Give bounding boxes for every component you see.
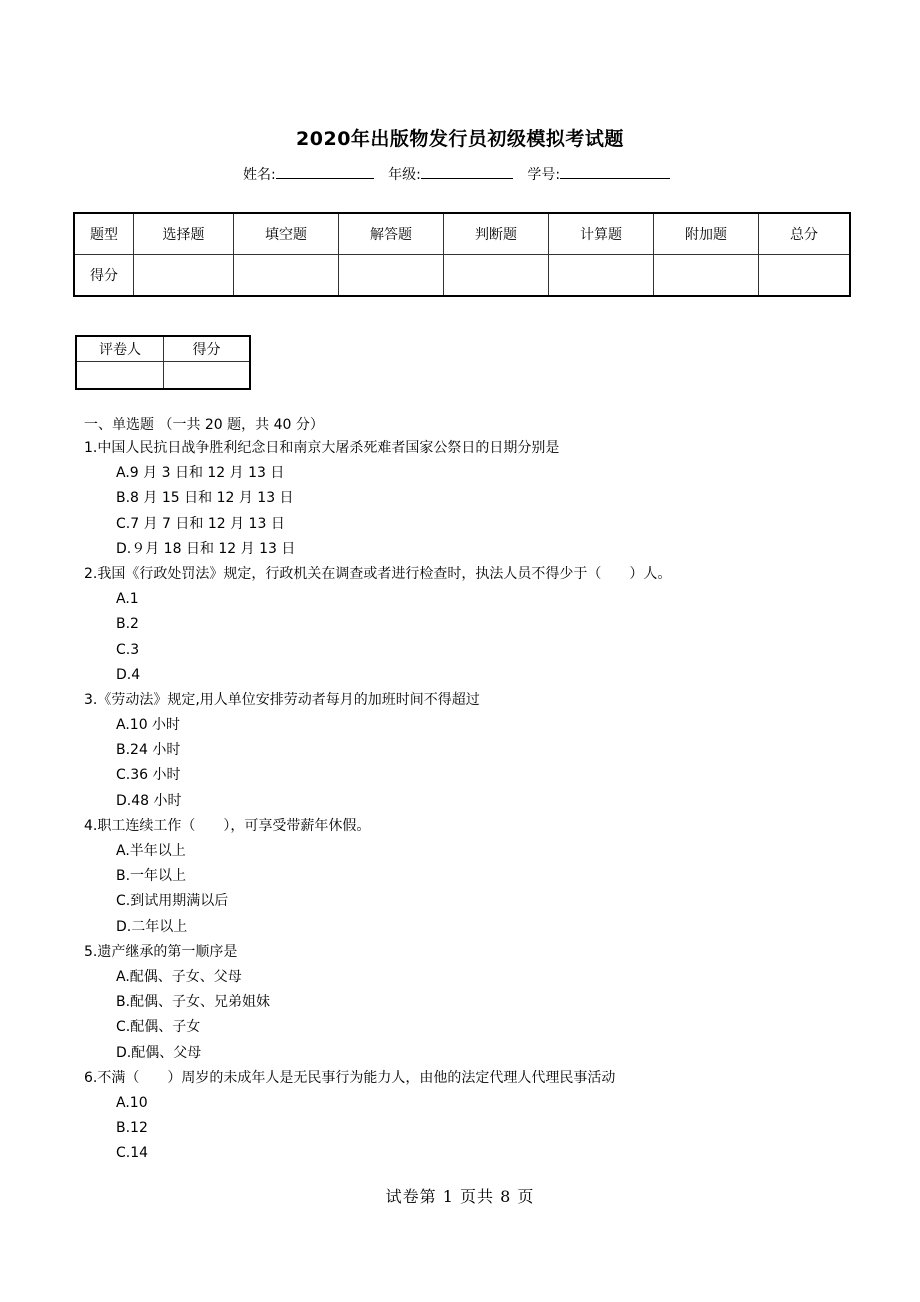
score-cell-choice[interactable] (134, 255, 234, 297)
score-cell-total[interactable] (759, 255, 851, 297)
option-a[interactable]: A.配偶、子女、父母 (116, 968, 242, 985)
score-table-header-row (74, 213, 850, 255)
name-blank[interactable] (276, 164, 374, 179)
question-2 (84, 562, 884, 688)
header-cell-type: 题型 (74, 213, 134, 255)
grader-value[interactable] (76, 362, 164, 390)
student-id-blank[interactable] (560, 164, 670, 179)
header-cell-choice: 选择题 (134, 213, 234, 255)
option-a[interactable]: A.9 月 3 日和 12 月 13 日 (116, 465, 285, 482)
header-cell-total: 总分 (759, 213, 851, 255)
name-label: 姓名: (243, 167, 276, 183)
option-b[interactable]: B.配偶、子女、兄弟姐妹 (116, 994, 271, 1011)
option-a[interactable]: A.10 (116, 1094, 148, 1111)
question-6 (84, 1066, 884, 1167)
header-cell-fill-blank: 填空题 (234, 213, 339, 255)
question-stem: 6.不满（ ）周岁的未成年人是无民事行为能力人，由他的法定代理人代理民事活动 (84, 1069, 616, 1086)
option-d[interactable]: D.48 小时 (116, 792, 182, 809)
option-c[interactable]: C.3 (116, 641, 140, 658)
option-d[interactable]: D.配偶、父母 (116, 1044, 202, 1061)
option-b[interactable]: B.一年以上 (116, 868, 187, 885)
page-footer: 试卷第 1 页共 8 页 (385, 1187, 535, 1206)
option-a[interactable]: A.1 (116, 591, 139, 608)
grade-field[interactable] (388, 164, 513, 184)
student-id-field[interactable] (527, 164, 670, 184)
option-c[interactable]: C.14 (116, 1145, 149, 1162)
score-row-label: 得分 (74, 255, 134, 297)
score-cell-bonus[interactable] (654, 255, 759, 297)
question-stem: 5.遗产继承的第一顺序是 (84, 943, 238, 960)
question-3 (84, 688, 884, 814)
header-cell-judgement: 判断题 (444, 213, 549, 255)
score-cell-answer[interactable] (339, 255, 444, 297)
score-cell-judgement[interactable] (444, 255, 549, 297)
name-field[interactable] (243, 164, 374, 184)
option-c[interactable]: C.到试用期满以后 (116, 893, 229, 910)
option-d[interactable]: D.二年以上 (116, 918, 188, 935)
score-cell-fill-blank[interactable] (234, 255, 339, 297)
option-b[interactable]: B.8 月 15 日和 12 月 13 日 (116, 490, 294, 507)
score-table (73, 212, 851, 297)
question-1 (84, 436, 884, 562)
question-stem: 2.我国《行政处罚法》规定，行政机关在调查或者进行检查时，执法人员不得少于（ ）人。 (84, 565, 672, 582)
option-c[interactable]: C.配偶、子女 (116, 1019, 201, 1036)
grader-table (75, 335, 251, 390)
question-4 (84, 814, 884, 940)
option-c[interactable]: C.7 月 7 日和 12 月 13 日 (116, 515, 285, 532)
option-d[interactable]: D.９月 18 日和 12 月 13 日 (116, 540, 296, 557)
option-a[interactable]: A.10 小时 (116, 717, 181, 734)
option-c[interactable]: C.36 小时 (116, 767, 181, 784)
option-d[interactable]: D.4 (116, 666, 141, 683)
grader-table-header-row (76, 336, 250, 362)
grader-score-value[interactable] (164, 362, 251, 390)
question-5 (84, 940, 884, 1066)
question-stem: 4.职工连续工作（ ），可享受带薪年休假。 (84, 817, 371, 834)
header-cell-bonus: 附加题 (654, 213, 759, 255)
grade-blank[interactable] (421, 164, 513, 179)
score-cell-calculation[interactable] (549, 255, 654, 297)
question-list (84, 436, 884, 1166)
question-stem: 1.中国人民抗日战争胜利纪念日和南京大屠杀死难者国家公祭日的日期分别是 (84, 440, 560, 456)
header-cell-answer: 解答题 (339, 213, 444, 255)
section-heading: 一、单选题 （一共 20 题，共 40 分） (84, 417, 324, 433)
option-b[interactable]: B.24 小时 (116, 742, 181, 759)
grader-table-value-row (76, 362, 250, 390)
grader-score-header: 得分 (164, 336, 251, 362)
header-cell-calculation: 计算题 (549, 213, 654, 255)
student-id-label: 学号: (527, 167, 561, 183)
grade-label: 年级: (388, 167, 421, 183)
page-title: 2020年出版物发行员初级模拟考试题 (296, 128, 624, 150)
student-info (243, 164, 680, 184)
grader-header: 评卷人 (76, 336, 164, 362)
option-b[interactable]: B.12 (116, 1120, 148, 1137)
score-table-score-row (74, 255, 850, 297)
option-a[interactable]: A.半年以上 (116, 843, 186, 859)
question-stem: 3.《劳动法》规定,用人单位安排劳动者每月的加班时间不得超过 (84, 691, 480, 708)
option-b[interactable]: B.2 (116, 616, 139, 633)
